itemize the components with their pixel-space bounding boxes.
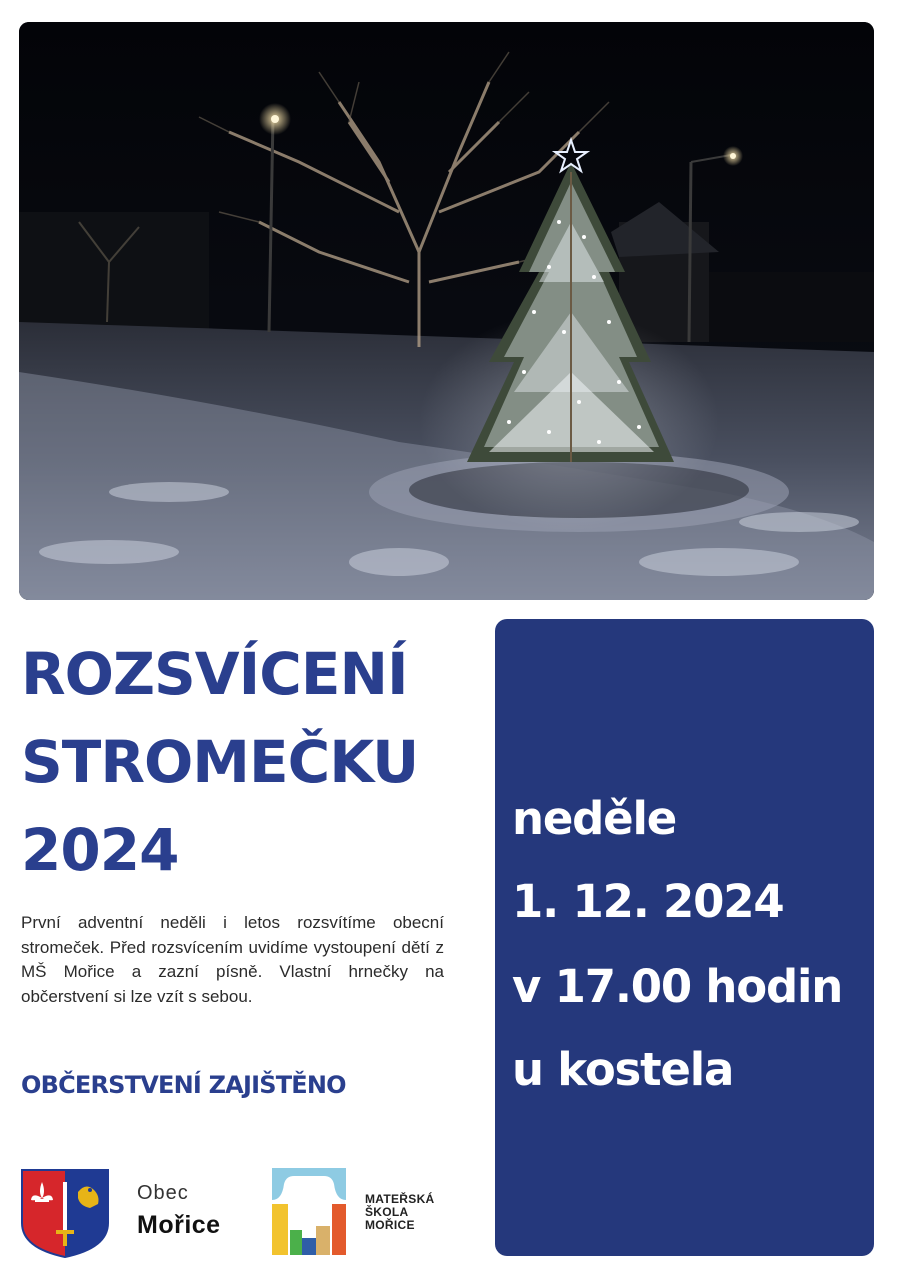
title-line-1: ROZSVÍCENÍ [21,640,408,708]
event-details-panel [495,619,874,1256]
event-place: u kostela [512,1043,734,1096]
ms-line-3: MOŘICE [365,1218,415,1232]
obec-morice-logo [137,1183,221,1238]
morice-coat-of-arms-icon [20,1168,110,1258]
event-day: neděle [512,792,677,845]
obec-label: Obec [137,1182,189,1204]
hero-photo [19,22,874,600]
ms-line-2: ŠKOLA [365,1205,409,1219]
christmas-tree-night-photo [19,22,874,600]
title-line-2: STROMEČKU [21,728,419,796]
title-line-3: 2024 [21,816,179,884]
ms-morice-logo-icon [272,1168,346,1255]
event-date: 1. 12. 2024 [512,875,784,928]
refreshments-note: OBČERSTVENÍ ZAJIŠTĚNO [21,1071,346,1099]
ms-line-1: MATEŘSKÁ [365,1192,435,1206]
obec-name: Mořice [137,1211,221,1239]
event-title [21,630,481,894]
ms-morice-name [365,1193,435,1232]
event-description: První adventní neděli i letos rozsvítíme obecní stromeček. Před rozsvícením uvidíme vystoupení dětí z MŠ Mořice a zazní písně. Vlastní hrnečky na občerstvení si lze vzít s sebou. [21,913,444,1006]
event-time: v 17.00 hodin [512,960,843,1013]
